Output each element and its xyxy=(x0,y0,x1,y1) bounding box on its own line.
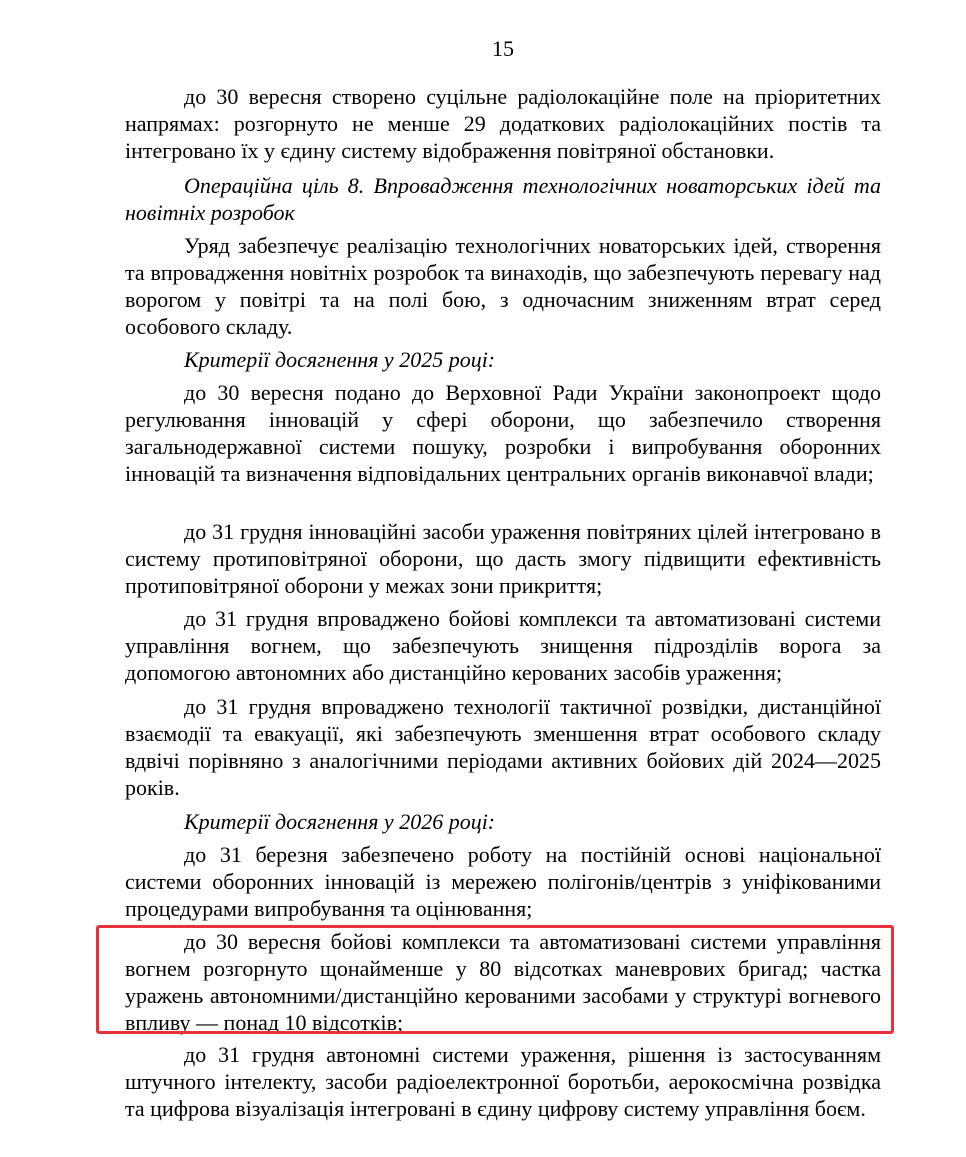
paragraph-radar-field: до 30 вересня створено суцільне радіолокаційне поле на пріоритетних напрямах: розгорнуто не менше 29 додаткових радіолокаційних постів та інтегровано їх у єдину систему відображення повітряної обстановки. xyxy=(125,84,881,163)
paragraph-autonomous-systems: до 31 грудня автономні системи ураження, рішення із застосуванням штучного інтелекту, засоби радіоелектронної боротьби, аерокосмічна розвідка та цифрова візуалізація інтегровані в єдину цифрову систему управління боєм. xyxy=(125,1042,881,1121)
highlight-box xyxy=(96,925,894,1034)
heading-criteria-2026: Критерії досягнення у 2026 році: xyxy=(184,809,496,834)
paragraph-tactical-reconnaissance: до 31 грудня впроваджено технології тактичної розвідки, дистанційної взаємодії та евакуації, які забезпечують зменшення втрат особового складу вдвічі порівняно з аналогічними періодами активних бойових дій 2024—2025 років. xyxy=(125,694,881,800)
paragraph-combat-complexes-2026: до 30 вересня бойові комплекси та автоматизовані системи управління вогнем розгорнуто щонайменше у 80 відсотках маневрових бригад; частка уражень автономними/дистанційно керованими засобами у структурі вогневого впливу — понад 10 відсотків; xyxy=(125,929,881,1035)
heading-operational-goal-8: Операційна ціль 8. Впровадження технологічних новаторських ідей та новітніх розробок xyxy=(125,173,881,225)
heading-criteria-2025: Критерії досягнення у 2025 році: xyxy=(184,347,496,372)
page-number: 15 xyxy=(492,36,514,61)
paragraph-air-defense-innovations: до 31 грудня інноваційні засоби ураження повітряних цілей інтегровано в систему протиповітряної оборони, що дасть змогу підвищити ефективність протиповітряної оборони у межах зони прикриття; xyxy=(125,519,881,598)
paragraph-defense-innovation-system: до 31 березня забезпечено роботу на постійній основі національної системи оборонних інновацій із мережею полігонів/центрів з уніфікованими процедурами випробування та оцінювання; xyxy=(125,842,881,921)
paragraph-government-ensures: Уряд забезпечує реалізацію технологічних новаторських ідей, створення та впровадження новітніх розробок та винаходів, що забезпечують перевагу над ворогом у повітрі та на полі бою, з одночасним зниженням втрат серед особового складу. xyxy=(125,233,881,339)
paragraph-combat-complexes-2025: до 31 грудня впроваджено бойові комплекси та автоматизовані системи управління вогнем, що забезпечують знищення підрозділів ворога за допомогою автономних або дистанційно керованих засобів ураження; xyxy=(125,606,881,685)
paragraph-draft-law: до 30 вересня подано до Верховної Ради України законопроект щодо регулювання інновацій у сфері оборони, що забезпечило створення загальнодержавної системи пошуку, розробки і випробування оборонних інновацій та визначення відповідальних центральних органів виконавчої влади; xyxy=(125,380,881,486)
